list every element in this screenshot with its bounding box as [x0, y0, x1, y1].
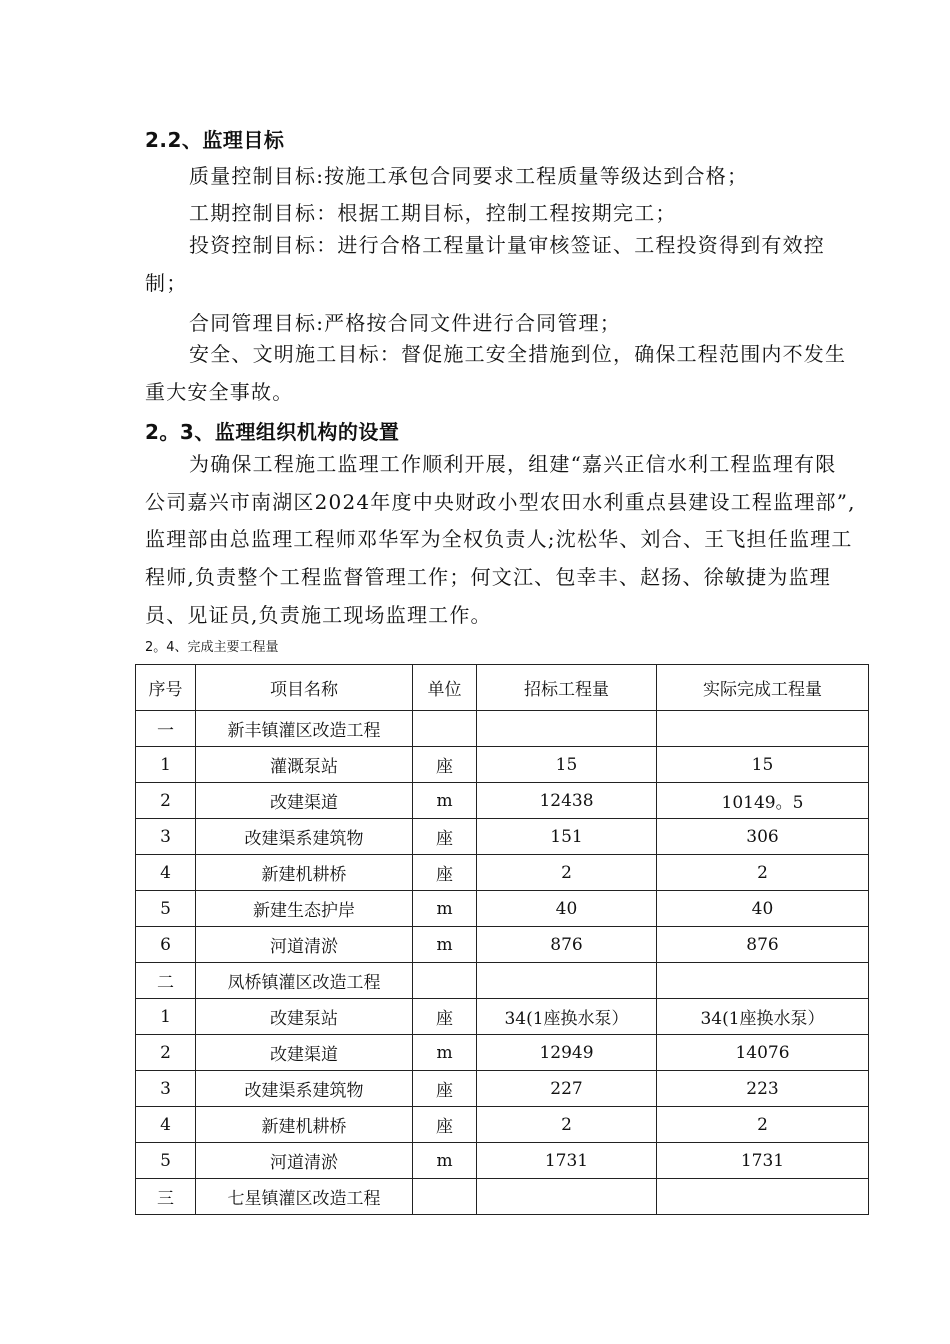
cell-item: 新建机耕桥 — [196, 855, 413, 891]
cell-actual-qty — [657, 1179, 869, 1215]
table-row — [136, 891, 869, 927]
cell-no: 1 — [136, 747, 196, 783]
cell-actual-qty: 2 — [657, 1107, 869, 1143]
cell-tender-qty — [477, 711, 657, 747]
cell-item: 七星镇灌区改造工程 — [196, 1179, 413, 1215]
cell-tender-qty: 12438 — [477, 783, 657, 819]
cell-actual-qty: 876 — [657, 927, 869, 963]
header-actual-qty: 实际完成工程量 — [657, 665, 869, 711]
cell-no: 6 — [136, 927, 196, 963]
cell-tender-qty: 151 — [477, 819, 657, 855]
header-item: 项目名称 — [196, 665, 413, 711]
table-row — [136, 783, 869, 819]
cell-unit — [413, 1179, 477, 1215]
cell-item: 河道清淤 — [196, 927, 413, 963]
table-row — [136, 855, 869, 891]
cell-item: 新建机耕桥 — [196, 1107, 413, 1143]
cell-actual-qty: 40 — [657, 891, 869, 927]
cell-no: 二 — [136, 963, 196, 999]
cell-unit: 座 — [413, 747, 477, 783]
cell-unit: m — [413, 1035, 477, 1071]
cell-unit: m — [413, 783, 477, 819]
cell-unit: m — [413, 927, 477, 963]
table-row — [136, 1071, 869, 1107]
cell-no: 5 — [136, 1143, 196, 1179]
table-row — [136, 963, 869, 999]
cell-tender-qty: 34(1座换水泵） — [477, 999, 657, 1035]
cell-item: 新丰镇灌区改造工程 — [196, 711, 413, 747]
cell-tender-qty: 15 — [477, 747, 657, 783]
cell-actual-qty: 223 — [657, 1071, 869, 1107]
cell-unit — [413, 711, 477, 747]
cell-tender-qty: 2 — [477, 1107, 657, 1143]
cell-item: 改建泵站 — [196, 999, 413, 1035]
cell-tender-qty: 12949 — [477, 1035, 657, 1071]
cell-unit: 座 — [413, 819, 477, 855]
section-heading-2-2: 2.2、监理目标 — [145, 128, 285, 152]
cell-tender-qty — [477, 963, 657, 999]
cell-unit: m — [413, 1143, 477, 1179]
cell-no: 5 — [136, 891, 196, 927]
cell-item: 新建生态护岸 — [196, 891, 413, 927]
cell-no: 2 — [136, 1035, 196, 1071]
cell-no: 3 — [136, 1071, 196, 1107]
goal-contract: 合同管理目标:严格按合同文件进行合同管理； — [189, 311, 621, 335]
cell-item: 改建渠系建筑物 — [196, 819, 413, 855]
goal-safety: 安全、文明施工目标：督促施工安全措施到位，确保工程范围内不发生重大安全事故。 — [145, 342, 847, 404]
organization-paragraph: 为确保工程施工监理工作顺利开展，组建“嘉兴正信水利工程监理有限公司嘉兴市南湖区2024年度中央财政小型农田水利重点县建设工程监理部”,监理部由总监理工程师邓华军为全权负责人;沈松华、刘合、王飞担任监理工程师,负责整个工程监督管理工作；何文江、包幸丰、赵扬、徐敏捷为监理员、见证员,负责施工现场监理工作。 — [145, 452, 856, 627]
table-row — [136, 999, 869, 1035]
cell-actual-qty — [657, 711, 869, 747]
cell-tender-qty: 2 — [477, 855, 657, 891]
cell-item: 凤桥镇灌区改造工程 — [196, 963, 413, 999]
cell-actual-qty: 15 — [657, 747, 869, 783]
cell-unit: 座 — [413, 855, 477, 891]
cell-tender-qty: 40 — [477, 891, 657, 927]
table-row — [136, 1143, 869, 1179]
cell-no: 4 — [136, 1107, 196, 1143]
cell-item: 改建渠系建筑物 — [196, 1071, 413, 1107]
table-row — [136, 711, 869, 747]
cell-no: 1 — [136, 999, 196, 1035]
table-row — [136, 1179, 869, 1215]
cell-actual-qty: 2 — [657, 855, 869, 891]
table-row — [136, 747, 869, 783]
goal-schedule: 工期控制目标：根据工期目标，控制工程按期完工； — [189, 201, 677, 225]
table-header-row — [136, 665, 869, 711]
quantities-table — [135, 664, 869, 1215]
cell-actual-qty: 14076 — [657, 1035, 869, 1071]
table-row — [136, 1035, 869, 1071]
cell-no: 3 — [136, 819, 196, 855]
cell-tender-qty — [477, 1179, 657, 1215]
cell-unit: m — [413, 891, 477, 927]
header-tender-qty: 招标工程量 — [477, 665, 657, 711]
cell-actual-qty — [657, 963, 869, 999]
table-row — [136, 927, 869, 963]
table-row — [136, 1107, 869, 1143]
cell-tender-qty: 876 — [477, 927, 657, 963]
cell-unit — [413, 963, 477, 999]
cell-unit: 座 — [413, 1107, 477, 1143]
cell-no: 一 — [136, 711, 196, 747]
cell-unit: 座 — [413, 999, 477, 1035]
table-row — [136, 819, 869, 855]
header-unit: 单位 — [413, 665, 477, 711]
cell-no: 4 — [136, 855, 196, 891]
cell-item: 灌溉泵站 — [196, 747, 413, 783]
cell-item: 改建渠道 — [196, 1035, 413, 1071]
cell-actual-qty: 34(1座换水泵） — [657, 999, 869, 1035]
cell-unit: 座 — [413, 1071, 477, 1107]
goal-quality: 质量控制目标:按施工承包合同要求工程质量等级达到合格； — [189, 164, 749, 188]
cell-no: 2 — [136, 783, 196, 819]
cell-tender-qty: 227 — [477, 1071, 657, 1107]
goal-investment: 投资控制目标：进行合格工程量计量审核签证、工程投资得到有效控制； — [145, 233, 825, 295]
cell-item: 改建渠道 — [196, 783, 413, 819]
cell-actual-qty: 10149。5 — [657, 783, 869, 819]
cell-no: 三 — [136, 1179, 196, 1215]
section-heading-2-3: 2。3、监理组织机构的设置 — [145, 420, 400, 444]
table-caption: 2。4、完成主要工程量 — [145, 640, 279, 655]
cell-actual-qty: 1731 — [657, 1143, 869, 1179]
cell-item: 河道清淤 — [196, 1143, 413, 1179]
header-no: 序号 — [136, 665, 196, 711]
cell-actual-qty: 306 — [657, 819, 869, 855]
cell-tender-qty: 1731 — [477, 1143, 657, 1179]
